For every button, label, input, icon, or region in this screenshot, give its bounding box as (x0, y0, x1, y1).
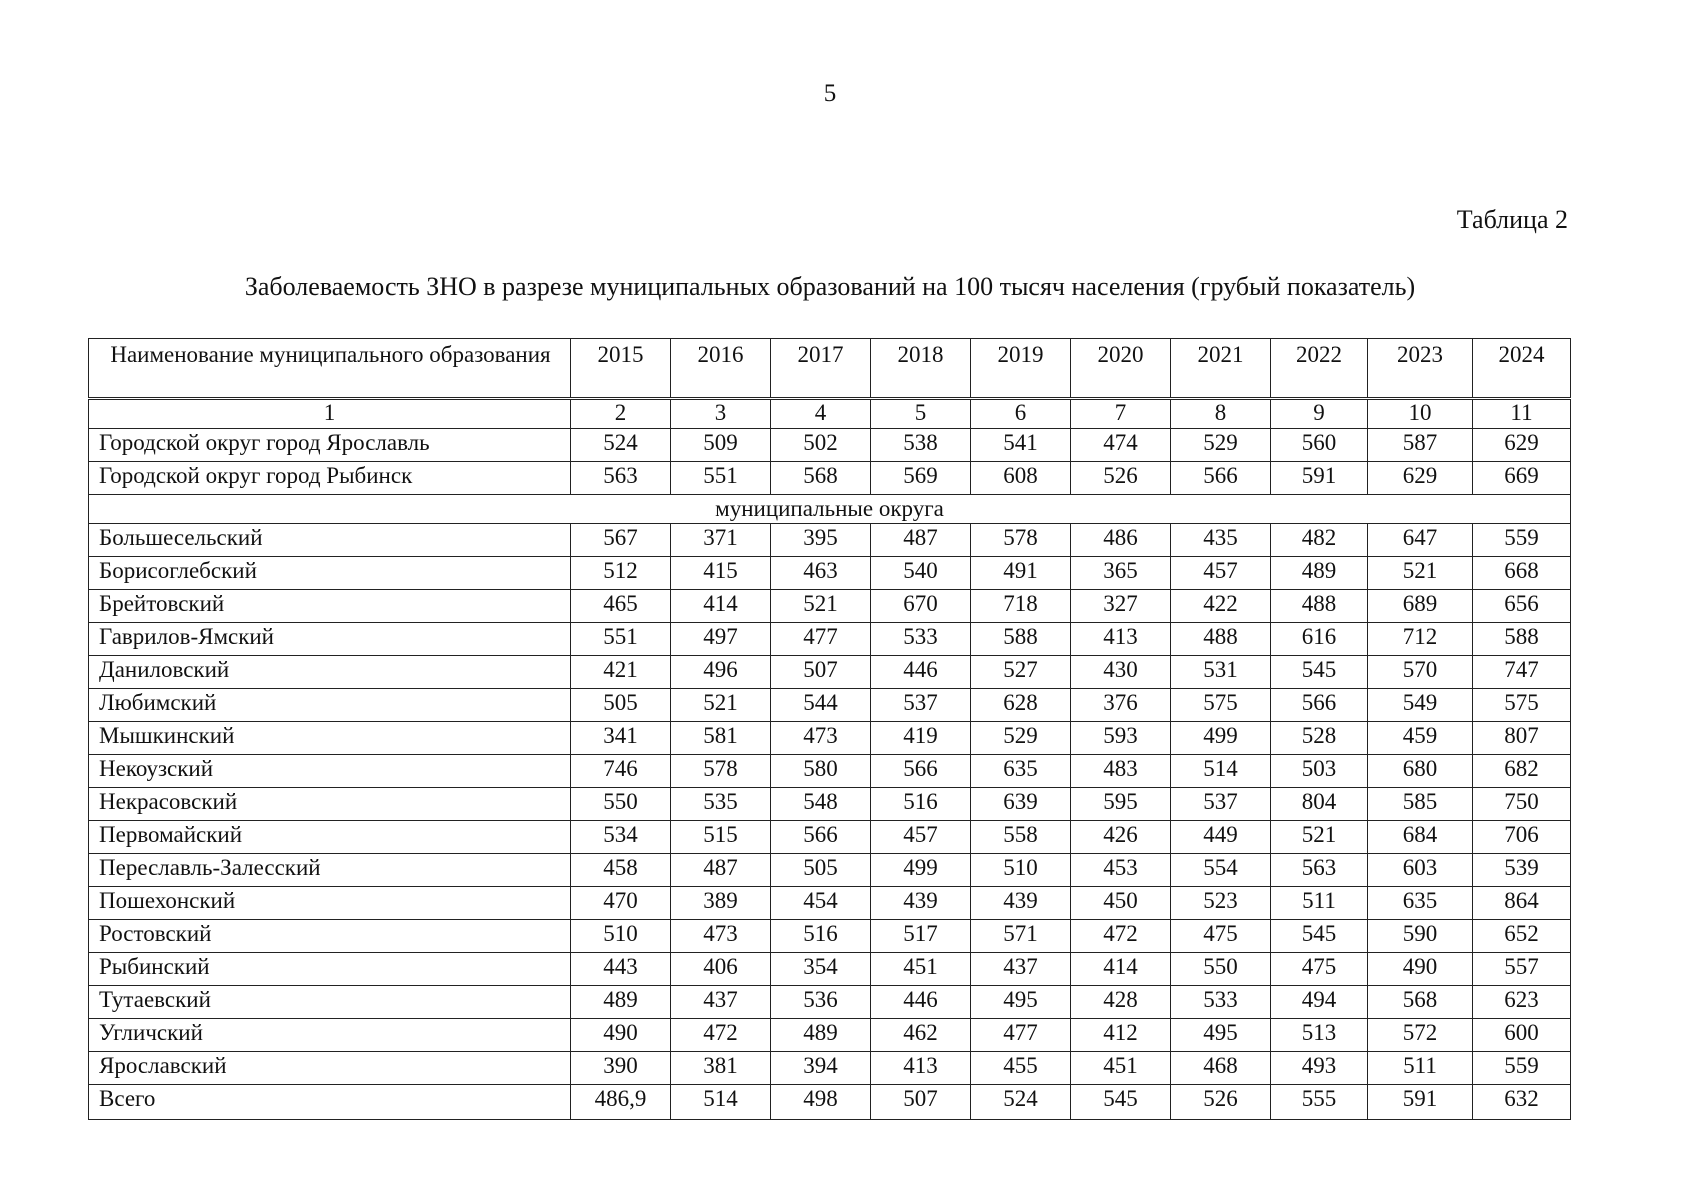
value-cell: 569 (871, 462, 971, 495)
value-cell: 413 (871, 1052, 971, 1085)
table-row (89, 821, 1571, 854)
value-cell: 415 (671, 557, 771, 590)
value-cell: 568 (771, 462, 871, 495)
municipality-name: Любимский (89, 689, 571, 722)
value-cell: 548 (771, 788, 871, 821)
value-cell: 544 (771, 689, 871, 722)
value-cell: 463 (771, 557, 871, 590)
municipality-name: Городской округ город Ярославль (89, 429, 571, 462)
value-cell: 557 (1473, 953, 1571, 986)
value-cell: 629 (1473, 429, 1571, 462)
value-cell: 608 (971, 462, 1071, 495)
header-year-cell: 2018 (871, 339, 971, 399)
value-cell: 575 (1473, 689, 1571, 722)
value-cell: 635 (971, 755, 1071, 788)
value-cell: 523 (1171, 887, 1271, 920)
value-cell: 490 (571, 1019, 671, 1052)
incidence-table (88, 338, 1571, 1120)
table-row (89, 953, 1571, 986)
value-cell: 514 (671, 1085, 771, 1120)
column-number-cell: 5 (871, 399, 971, 429)
value-cell: 555 (1271, 1085, 1368, 1120)
value-cell: 623 (1473, 986, 1571, 1019)
value-cell: 439 (971, 887, 1071, 920)
value-cell: 578 (971, 524, 1071, 557)
municipality-name: Борисоглебский (89, 557, 571, 590)
value-cell: 437 (671, 986, 771, 1019)
value-cell: 499 (871, 854, 971, 887)
table-row (89, 689, 1571, 722)
column-number-cell: 10 (1368, 399, 1473, 429)
value-cell: 533 (1171, 986, 1271, 1019)
value-cell: 475 (1271, 953, 1368, 986)
value-cell: 578 (671, 755, 771, 788)
value-cell: 406 (671, 953, 771, 986)
value-cell: 490 (1368, 953, 1473, 986)
value-cell: 628 (971, 689, 1071, 722)
value-cell: 394 (771, 1052, 871, 1085)
value-cell: 502 (771, 429, 871, 462)
value-cell: 376 (1071, 689, 1171, 722)
value-cell: 414 (671, 590, 771, 623)
value-cell: 365 (1071, 557, 1171, 590)
value-cell: 488 (1271, 590, 1368, 623)
value-cell: 629 (1368, 462, 1473, 495)
table-row (89, 722, 1571, 755)
section-row (89, 495, 1571, 524)
value-cell: 446 (871, 656, 971, 689)
value-cell: 554 (1171, 854, 1271, 887)
value-cell: 494 (1271, 986, 1368, 1019)
table-row (89, 920, 1571, 953)
value-cell: 864 (1473, 887, 1571, 920)
value-cell: 706 (1473, 821, 1571, 854)
value-cell: 616 (1271, 623, 1368, 656)
page-number: 5 (823, 80, 837, 107)
value-cell: 550 (1171, 953, 1271, 986)
value-cell: 560 (1271, 429, 1368, 462)
header-row (89, 339, 1571, 399)
value-cell: 572 (1368, 1019, 1473, 1052)
value-cell: 750 (1473, 788, 1571, 821)
header-year-cell: 2023 (1368, 339, 1473, 399)
value-cell: 526 (1071, 462, 1171, 495)
value-cell: 465 (571, 590, 671, 623)
municipality-name: Пошехонский (89, 887, 571, 920)
table-row (89, 623, 1571, 656)
municipality-name: Некрасовский (89, 788, 571, 821)
column-number-cell: 3 (671, 399, 771, 429)
table-row (89, 656, 1571, 689)
value-cell: 454 (771, 887, 871, 920)
column-number-cell: 6 (971, 399, 1071, 429)
municipality-name: Угличский (89, 1019, 571, 1052)
value-cell: 531 (1171, 656, 1271, 689)
municipality-name: Некоузский (89, 755, 571, 788)
header-name-cell: Наименование муниципального образования (89, 339, 571, 399)
header-year-cell: 2016 (671, 339, 771, 399)
table-label: Таблица 2 (1456, 205, 1568, 234)
header-year-cell: 2021 (1171, 339, 1271, 399)
value-cell: 507 (871, 1085, 971, 1120)
value-cell: 588 (1473, 623, 1571, 656)
value-cell: 521 (1271, 821, 1368, 854)
value-cell: 652 (1473, 920, 1571, 953)
value-cell: 489 (571, 986, 671, 1019)
column-number-cell: 1 (89, 399, 571, 429)
value-cell: 563 (571, 462, 671, 495)
value-cell: 487 (671, 854, 771, 887)
value-cell: 489 (771, 1019, 871, 1052)
value-cell: 507 (771, 656, 871, 689)
value-cell: 516 (871, 788, 971, 821)
value-cell: 534 (571, 821, 671, 854)
value-cell: 541 (971, 429, 1071, 462)
value-cell: 516 (771, 920, 871, 953)
value-cell: 489 (1271, 557, 1368, 590)
value-cell: 505 (571, 689, 671, 722)
value-cell: 585 (1368, 788, 1473, 821)
value-cell: 475 (1171, 920, 1271, 953)
value-cell: 510 (571, 920, 671, 953)
value-cell: 545 (1271, 656, 1368, 689)
column-number-cell: 11 (1473, 399, 1571, 429)
value-cell: 488 (1171, 623, 1271, 656)
value-cell: 558 (971, 821, 1071, 854)
value-cell: 566 (1271, 689, 1368, 722)
value-cell: 670 (871, 590, 971, 623)
value-cell: 421 (571, 656, 671, 689)
municipality-name: Рыбинский (89, 953, 571, 986)
value-cell: 528 (1271, 722, 1368, 755)
value-cell: 535 (671, 788, 771, 821)
table-row (89, 986, 1571, 1019)
value-cell: 422 (1171, 590, 1271, 623)
value-cell: 451 (1071, 1052, 1171, 1085)
value-cell: 632 (1473, 1085, 1571, 1120)
value-cell: 457 (1171, 557, 1271, 590)
table-title: Заболеваемость ЗНО в разрезе муниципальных образований на 100 тысяч населения (грубый показатель) (244, 272, 1416, 301)
value-cell: 568 (1368, 986, 1473, 1019)
table-row (89, 854, 1571, 887)
value-cell: 549 (1368, 689, 1473, 722)
municipality-name: Всего (89, 1085, 571, 1120)
value-cell: 559 (1473, 524, 1571, 557)
value-cell: 439 (871, 887, 971, 920)
value-cell: 521 (671, 689, 771, 722)
value-cell: 495 (971, 986, 1071, 1019)
header-year-cell: 2024 (1473, 339, 1571, 399)
value-cell: 503 (1271, 755, 1368, 788)
table-row (89, 429, 1571, 462)
value-cell: 566 (871, 755, 971, 788)
value-cell: 551 (571, 623, 671, 656)
value-cell: 545 (1071, 1085, 1171, 1120)
value-cell: 474 (1071, 429, 1171, 462)
value-cell: 486 (1071, 524, 1171, 557)
value-cell: 536 (771, 986, 871, 1019)
value-cell: 381 (671, 1052, 771, 1085)
value-cell: 451 (871, 953, 971, 986)
value-cell: 437 (971, 953, 1071, 986)
value-cell: 371 (671, 524, 771, 557)
municipality-name: Переславль-Залесский (89, 854, 571, 887)
table-row (89, 590, 1571, 623)
value-cell: 505 (771, 854, 871, 887)
value-cell: 497 (671, 623, 771, 656)
header-year-cell: 2015 (571, 339, 671, 399)
value-cell: 712 (1368, 623, 1473, 656)
value-cell: 567 (571, 524, 671, 557)
value-cell: 521 (1368, 557, 1473, 590)
value-cell: 473 (771, 722, 871, 755)
value-cell: 668 (1473, 557, 1571, 590)
value-cell: 511 (1368, 1052, 1473, 1085)
value-cell: 511 (1271, 887, 1368, 920)
value-cell: 571 (971, 920, 1071, 953)
value-cell: 680 (1368, 755, 1473, 788)
value-cell: 430 (1071, 656, 1171, 689)
value-cell: 496 (671, 656, 771, 689)
value-cell: 537 (1171, 788, 1271, 821)
value-cell: 514 (1171, 755, 1271, 788)
value-cell: 486,9 (571, 1085, 671, 1120)
table-row (89, 557, 1571, 590)
value-cell: 395 (771, 524, 871, 557)
value-cell: 656 (1473, 590, 1571, 623)
column-number-cell: 2 (571, 399, 671, 429)
value-cell: 550 (571, 788, 671, 821)
value-cell: 495 (1171, 1019, 1271, 1052)
value-cell: 689 (1368, 590, 1473, 623)
value-cell: 462 (871, 1019, 971, 1052)
value-cell: 540 (871, 557, 971, 590)
value-cell: 468 (1171, 1052, 1271, 1085)
value-cell: 414 (1071, 953, 1171, 986)
column-number-cell: 4 (771, 399, 871, 429)
value-cell: 682 (1473, 755, 1571, 788)
value-cell: 566 (1171, 462, 1271, 495)
value-cell: 419 (871, 722, 971, 755)
value-cell: 537 (871, 689, 971, 722)
header-year-cell: 2022 (1271, 339, 1368, 399)
value-cell: 510 (971, 854, 1071, 887)
value-cell: 538 (871, 429, 971, 462)
value-cell: 498 (771, 1085, 871, 1120)
value-cell: 587 (1368, 429, 1473, 462)
value-cell: 472 (671, 1019, 771, 1052)
value-cell: 435 (1171, 524, 1271, 557)
table-row (89, 788, 1571, 821)
value-cell: 499 (1171, 722, 1271, 755)
column-number-cell: 8 (1171, 399, 1271, 429)
section-label: муниципальные округа (89, 495, 1571, 524)
value-cell: 551 (671, 462, 771, 495)
value-cell: 517 (871, 920, 971, 953)
value-cell: 413 (1071, 623, 1171, 656)
municipality-name: Мышкинский (89, 722, 571, 755)
value-cell: 581 (671, 722, 771, 755)
value-cell: 470 (571, 887, 671, 920)
municipality-name: Тутаевский (89, 986, 571, 1019)
table-row (89, 887, 1571, 920)
table-row (89, 1019, 1571, 1052)
table-row (89, 1085, 1571, 1120)
value-cell: 327 (1071, 590, 1171, 623)
municipality-name: Даниловский (89, 656, 571, 689)
value-cell: 539 (1473, 854, 1571, 887)
value-cell: 746 (571, 755, 671, 788)
value-cell: 459 (1368, 722, 1473, 755)
value-cell: 453 (1071, 854, 1171, 887)
value-cell: 524 (571, 429, 671, 462)
value-cell: 718 (971, 590, 1071, 623)
header-year-cell: 2020 (1071, 339, 1171, 399)
value-cell: 588 (971, 623, 1071, 656)
value-cell: 563 (1271, 854, 1368, 887)
table-row (89, 1052, 1571, 1085)
value-cell: 509 (671, 429, 771, 462)
municipality-name: Брейтовский (89, 590, 571, 623)
value-cell: 526 (1171, 1085, 1271, 1120)
value-cell: 647 (1368, 524, 1473, 557)
value-cell: 482 (1271, 524, 1368, 557)
value-cell: 450 (1071, 887, 1171, 920)
value-cell: 591 (1271, 462, 1368, 495)
value-cell: 354 (771, 953, 871, 986)
value-cell: 747 (1473, 656, 1571, 689)
municipality-name: Гаврилов-Ямский (89, 623, 571, 656)
value-cell: 449 (1171, 821, 1271, 854)
value-cell: 603 (1368, 854, 1473, 887)
value-cell: 639 (971, 788, 1071, 821)
value-cell: 390 (571, 1052, 671, 1085)
value-cell: 473 (671, 920, 771, 953)
value-cell: 412 (1071, 1019, 1171, 1052)
value-cell: 493 (1271, 1052, 1368, 1085)
column-number-cell: 9 (1271, 399, 1368, 429)
value-cell: 477 (971, 1019, 1071, 1052)
value-cell: 521 (771, 590, 871, 623)
table-row (89, 462, 1571, 495)
value-cell: 446 (871, 986, 971, 1019)
value-cell: 590 (1368, 920, 1473, 953)
municipality-name: Ярославский (89, 1052, 571, 1085)
table-row (89, 524, 1571, 557)
value-cell: 591 (1368, 1085, 1473, 1120)
value-cell: 472 (1071, 920, 1171, 953)
value-cell: 491 (971, 557, 1071, 590)
header-year-cell: 2017 (771, 339, 871, 399)
value-cell: 529 (1171, 429, 1271, 462)
value-cell: 515 (671, 821, 771, 854)
value-cell: 455 (971, 1052, 1071, 1085)
value-cell: 512 (571, 557, 671, 590)
municipality-name: Первомайский (89, 821, 571, 854)
municipality-name: Большесельский (89, 524, 571, 557)
value-cell: 527 (971, 656, 1071, 689)
value-cell: 487 (871, 524, 971, 557)
value-cell: 559 (1473, 1052, 1571, 1085)
table-row (89, 755, 1571, 788)
value-cell: 570 (1368, 656, 1473, 689)
value-cell: 804 (1271, 788, 1368, 821)
value-cell: 600 (1473, 1019, 1571, 1052)
value-cell: 457 (871, 821, 971, 854)
column-number-cell: 7 (1071, 399, 1171, 429)
value-cell: 593 (1071, 722, 1171, 755)
header-year-cell: 2019 (971, 339, 1071, 399)
value-cell: 524 (971, 1085, 1071, 1120)
value-cell: 529 (971, 722, 1071, 755)
value-cell: 807 (1473, 722, 1571, 755)
value-cell: 477 (771, 623, 871, 656)
municipality-name: Городской округ город Рыбинск (89, 462, 571, 495)
column-number-row (89, 399, 1571, 429)
value-cell: 635 (1368, 887, 1473, 920)
value-cell: 426 (1071, 821, 1171, 854)
value-cell: 533 (871, 623, 971, 656)
value-cell: 513 (1271, 1019, 1368, 1052)
value-cell: 458 (571, 854, 671, 887)
value-cell: 443 (571, 953, 671, 986)
value-cell: 341 (571, 722, 671, 755)
value-cell: 483 (1071, 755, 1171, 788)
value-cell: 684 (1368, 821, 1473, 854)
value-cell: 389 (671, 887, 771, 920)
municipality-name: Ростовский (89, 920, 571, 953)
value-cell: 428 (1071, 986, 1171, 1019)
value-cell: 669 (1473, 462, 1571, 495)
value-cell: 580 (771, 755, 871, 788)
value-cell: 545 (1271, 920, 1368, 953)
value-cell: 575 (1171, 689, 1271, 722)
value-cell: 595 (1071, 788, 1171, 821)
value-cell: 566 (771, 821, 871, 854)
